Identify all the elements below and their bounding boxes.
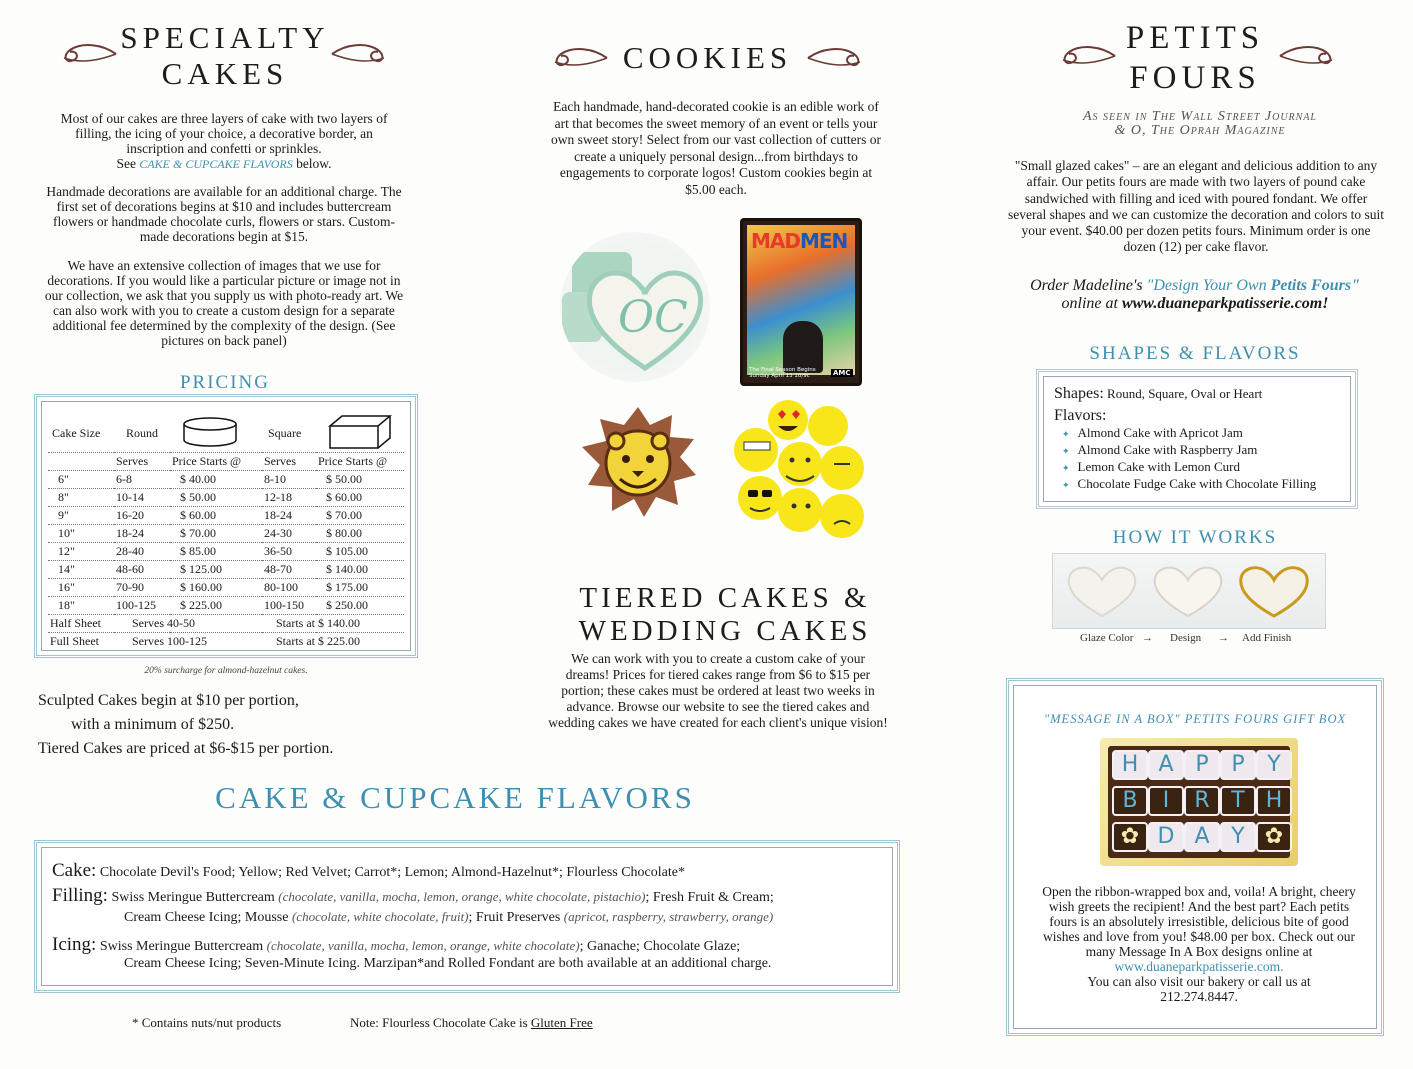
pricing-header <box>48 406 404 452</box>
sub-price-round: Price Starts @ <box>170 453 262 471</box>
table-row: 9" 16-20 $ 60.00 18-24 $ 70.00 <box>48 507 404 525</box>
heart-glaze-icon <box>1065 564 1139 620</box>
footnote-gluten <box>350 1015 593 1031</box>
specialty-title-line1: SPECIALTY <box>120 20 330 55</box>
icing-b: ; Ganache; Chocolate Glaze; <box>579 939 741 954</box>
heart-design-icon <box>1151 564 1225 620</box>
monogram: OC <box>618 292 688 343</box>
poster-badge: AMC <box>833 369 851 377</box>
sculpted-line2: with a minimum of $250. <box>71 716 235 733</box>
shapes-title: SHAPES & FLAVORS <box>1089 343 1301 364</box>
pricing-table <box>48 452 404 650</box>
giftbox-frame <box>1006 678 1384 1036</box>
petits-title <box>1120 18 1270 98</box>
specialty-title <box>100 20 350 92</box>
sub-serves-round: Serves <box>114 453 170 471</box>
table-row: 18" 100-125 $ 225.00 100-150 $ 250.00 <box>48 597 404 615</box>
sculpted-line1: Sculpted Cakes begin at $10 per portion, <box>38 692 299 709</box>
poster-caption: The Final Season Begins Sunday April 13 10/9c <box>749 367 816 379</box>
petits-title-line2: FOURS <box>1129 60 1261 96</box>
filling-d-detail: (apricot, raspberry, strawberry, orange) <box>563 909 774 924</box>
icing-a: Swiss Meringue Buttercream <box>99 939 264 954</box>
flower-icon: ✿ <box>1264 824 1284 849</box>
footnote-gluten-text: Note: Flourless Chocolate Cake is <box>350 1015 528 1030</box>
sculpted-note <box>38 689 418 761</box>
sub-price-square: Price Starts @ <box>316 453 404 471</box>
cake-label: Cake: <box>52 860 97 881</box>
specialty-title-line2: CAKES <box>161 56 289 91</box>
filling-b: ; Fresh Fruit & Cream; <box>645 890 774 905</box>
order-line <box>1000 277 1390 313</box>
letter-tile: R <box>1184 786 1220 816</box>
pricing-subheader-row <box>48 453 404 471</box>
shapes-label: Shapes: <box>1054 385 1104 402</box>
flavors-link[interactable]: CAKE & CUPCAKE FLAVORS <box>139 157 293 171</box>
heart-finish-icon <box>1237 564 1311 620</box>
tiered-price-line: Tiered Cakes are priced at $6-$15 per portion. <box>38 740 334 757</box>
letter-tile: A <box>1184 822 1220 852</box>
step-finish: Add Finish <box>1242 632 1292 644</box>
order-a: Order Madeline's <box>1030 277 1143 294</box>
filling-a: Swiss Meringue Buttercream <box>111 890 275 905</box>
specialty-decorations: Handmade decorations are available for an additional charge. The first set of decorations begins at $10 and includes buttercream flowers or handmade chocolate curls, flowers or stars. Custom-made decorations begin at $15. <box>46 184 402 244</box>
letter-tile: P <box>1220 750 1256 780</box>
filling-c-detail: (chocolate, white chocolate, fruit) <box>291 909 469 924</box>
cake-text: Chocolate Devil's Food; Yellow; Red Velvet; Carrot*; Lemon; Almond-Hazelnut*; Flourless Chocolate* <box>99 865 685 880</box>
flower-tile <box>1112 822 1148 852</box>
order-b: "Design Your Own <box>1146 277 1267 294</box>
flavors-frame <box>34 840 900 993</box>
as-seen-line2: & O, The Oprah Magazine <box>1114 123 1286 138</box>
cake-flavors-line <box>52 862 882 881</box>
surcharge-note: 20% surcharge for almond-hazelnut cakes. <box>144 666 308 676</box>
table-row: 10" 18-24 $ 70.00 24-30 $ 80.00 <box>48 525 404 543</box>
col-square: Square <box>268 426 302 440</box>
filling-flavors-line2 <box>52 908 882 926</box>
pricing-inner <box>41 401 411 651</box>
poster-figure <box>783 321 823 373</box>
list-item: ✦ Lemon Cake with Lemon Curd <box>1054 459 1340 476</box>
filling-c: Cream Cheese Icing; Mousse <box>124 910 289 925</box>
letter-tile: P <box>1184 750 1220 780</box>
poster-title-a: MAD <box>751 229 800 253</box>
petits-flavor-list <box>1054 425 1340 493</box>
table-row: 14" 48-60 $ 125.00 48-70 $ 140.00 <box>48 561 404 579</box>
flower-tile <box>1256 822 1292 852</box>
order-url-link[interactable]: www.duaneparkpatisserie.com! <box>1121 295 1329 312</box>
letter-tile: B <box>1112 786 1148 816</box>
list-item: ✦ Almond Cake with Raspberry Jam <box>1054 442 1340 459</box>
col-round: Round <box>126 426 159 440</box>
flourish-right-icon <box>800 44 878 72</box>
pricing-frame <box>34 394 418 658</box>
pricing-title: PRICING <box>179 372 270 393</box>
specialty-images: We have an extensive collection of images that we use for decorations. If you would like a particular picture or image not in our collection, we ask that you supply us with photo-ready art. We can also work with you to create a custom design for a separate additional fee determined by the complexity of the design. (See pictures on back panel) <box>44 258 404 348</box>
tiered-title-line2: WEDDING CAKES <box>578 615 872 647</box>
order-c: Petits Fours" <box>1270 277 1360 294</box>
giftbox-visit: You can also visit our bakery or call us at <box>1087 974 1311 989</box>
table-row: 16" 70-90 $ 160.00 80-100 $ 175.00 <box>48 579 404 597</box>
cookies-body: Each handmade, hand-decorated cookie is an edible work of art that becomes the sweet memory of an event or tells your own sweet story! Select from our vast collection of cutters or create a uniquely personal design...from birthdays to engagements to corporate logos! Custom cookies begin at $5.00 each. <box>551 99 881 197</box>
specialty-intro <box>48 111 400 172</box>
giftbox-inner <box>1013 685 1377 1029</box>
giftbox-text: Open the ribbon-wrapped box and, voila! A bright, cheery wish greets the recipient! And the best part? Each petits fours is an absolutely irresistible, delicious bite of good wishes and love from you! $48.00 per box. Check out our many Message In A Box designs online at <box>1042 884 1356 959</box>
half-sheet-row: Half Sheet Serves 40-50 Starts at $ 140.00 <box>48 615 404 633</box>
petits-title-line1: PETITS <box>1125 20 1265 56</box>
flavors-inner <box>41 847 893 986</box>
see-label: See <box>116 156 136 171</box>
icing-label: Icing: <box>52 934 97 955</box>
order-d: online at <box>1061 295 1118 312</box>
cookies-title: COOKIES <box>622 40 793 75</box>
footnote-nuts: * Contains nuts/nut products <box>132 1015 282 1030</box>
col-cake-size: Cake Size <box>52 426 101 440</box>
shapes-frame <box>1036 369 1358 509</box>
arrow-icon: → <box>1218 632 1229 644</box>
giftbox-phone: 212.274.8447. <box>1160 989 1238 1004</box>
flower-icon: ✿ <box>1120 824 1140 849</box>
heart-cookie-image <box>560 232 710 382</box>
filling-flavors-line <box>52 887 882 906</box>
table-row: 8" 10-14 $ 50.00 12-18 $ 60.00 <box>48 489 404 507</box>
table-row: 12" 28-40 $ 85.00 36-50 $ 105.00 <box>48 543 404 561</box>
order-line1 <box>1000 277 1390 295</box>
letter-tile: A <box>1148 750 1184 780</box>
filling-a-detail: (chocolate, vanilla, mocha, lemon, orange, white chocolate, pistachio) <box>278 889 646 904</box>
letter-tile: Y <box>1220 822 1256 852</box>
gluten-free-label: Gluten Free <box>530 1015 593 1030</box>
letter-tile: H <box>1112 750 1148 780</box>
giftbox-image <box>1100 738 1298 866</box>
how-it-works-title: HOW IT WORKS <box>1112 527 1278 548</box>
order-line2 <box>1000 295 1390 313</box>
letter-tile: H <box>1256 786 1292 816</box>
list-item: ✦ Almond Cake with Apricot Jam <box>1054 425 1340 442</box>
flourish-left-icon <box>1045 42 1123 70</box>
arrow-icon: → <box>1142 632 1153 644</box>
letter-tile: D <box>1148 822 1184 852</box>
list-item: ✦ Chocolate Fudge Cake with Chocolate Filling <box>1054 476 1340 493</box>
mad-men-cookie-image <box>740 218 862 386</box>
giftbox-url-link[interactable]: www.duaneparkpatisserie.com. <box>1114 959 1284 974</box>
as-seen-in <box>1010 110 1390 138</box>
flourish-right-icon <box>1272 42 1350 70</box>
flavors-label: Flavors: <box>1054 407 1107 424</box>
filling-d: ; Fruit Preserves <box>468 910 561 925</box>
emoji-cookies-image <box>730 398 870 546</box>
shapes-inner <box>1043 376 1351 502</box>
shapes-text: Round, Square, Oval or Heart <box>1107 386 1263 401</box>
tiered-title <box>560 582 890 648</box>
poster-title <box>751 229 847 253</box>
tiered-body: We can work with you to create a custom cake of your dreams! Prices for tiered cakes range from $6 to $15 per portion; these cakes must be ordered at least two weeks in advance. Browse our website to see the tiered cakes and wedding cakes we have created for each client's unique vision! <box>548 651 888 730</box>
round-cake-icon <box>182 416 238 450</box>
giftbox-title: "MESSAGE IN A BOX" PETITS FOURS GIFT BOX <box>1043 712 1347 726</box>
tiered-title-line1: TIERED CAKES & <box>579 582 871 614</box>
letter-tile: I <box>1148 786 1184 816</box>
giftbox-body <box>1034 884 1364 1004</box>
square-cake-icon <box>328 414 392 450</box>
poster-title-b: MEN <box>799 229 848 253</box>
full-sheet-row: Full Sheet Serves 100-125 Starts at $ 225.00 <box>50 634 360 648</box>
shapes-line <box>1054 385 1340 403</box>
icing-flavors-line <box>52 936 882 955</box>
filling-label: Filling: <box>52 885 108 906</box>
flavors-title: CAKE & CUPCAKE FLAVORS <box>215 780 695 815</box>
how-it-works-image <box>1052 553 1326 629</box>
step-design: Design <box>1170 632 1202 644</box>
lion-cookie-image <box>578 405 698 517</box>
sub-serves-square: Serves <box>262 453 316 471</box>
letter-tile: T <box>1220 786 1256 816</box>
petits-body: "Small glazed cakes" – are an elegant and delicious addition to any affair. Our petits fours are made with two layers of pound cake sandwiched with filling and iced with poured fondant. We offer several shapes and we can customize the decoration and colors to suit your event. $40.00 per dozen petits fours. Minimum order is one dozen (12) per cake flavor. <box>1008 158 1384 255</box>
step-glaze: Glaze Color <box>1080 632 1134 644</box>
as-seen-line1: As seen in The Wall Street Journal <box>1082 109 1317 124</box>
flourish-left-icon <box>537 44 615 72</box>
icing-flavors-line2: Cream Cheese Icing; Seven-Minute Icing. Marzipan*and Rolled Fondant are both available at an additional charge. <box>124 956 772 971</box>
letter-tile: Y <box>1256 750 1292 780</box>
icing-a-detail: (chocolate, vanilla, mocha, lemon, orange, white chocolate) <box>266 938 580 953</box>
specialty-intro-text: Most of our cakes are three layers of cake with two layers of filling, the icing of your choice, a decorative border, an inscription and confetti or sprinkles. <box>60 111 388 156</box>
below-label: below. <box>296 156 332 171</box>
table-row: 6" 6-8 $ 40.00 8-10 $ 50.00 <box>48 471 404 489</box>
